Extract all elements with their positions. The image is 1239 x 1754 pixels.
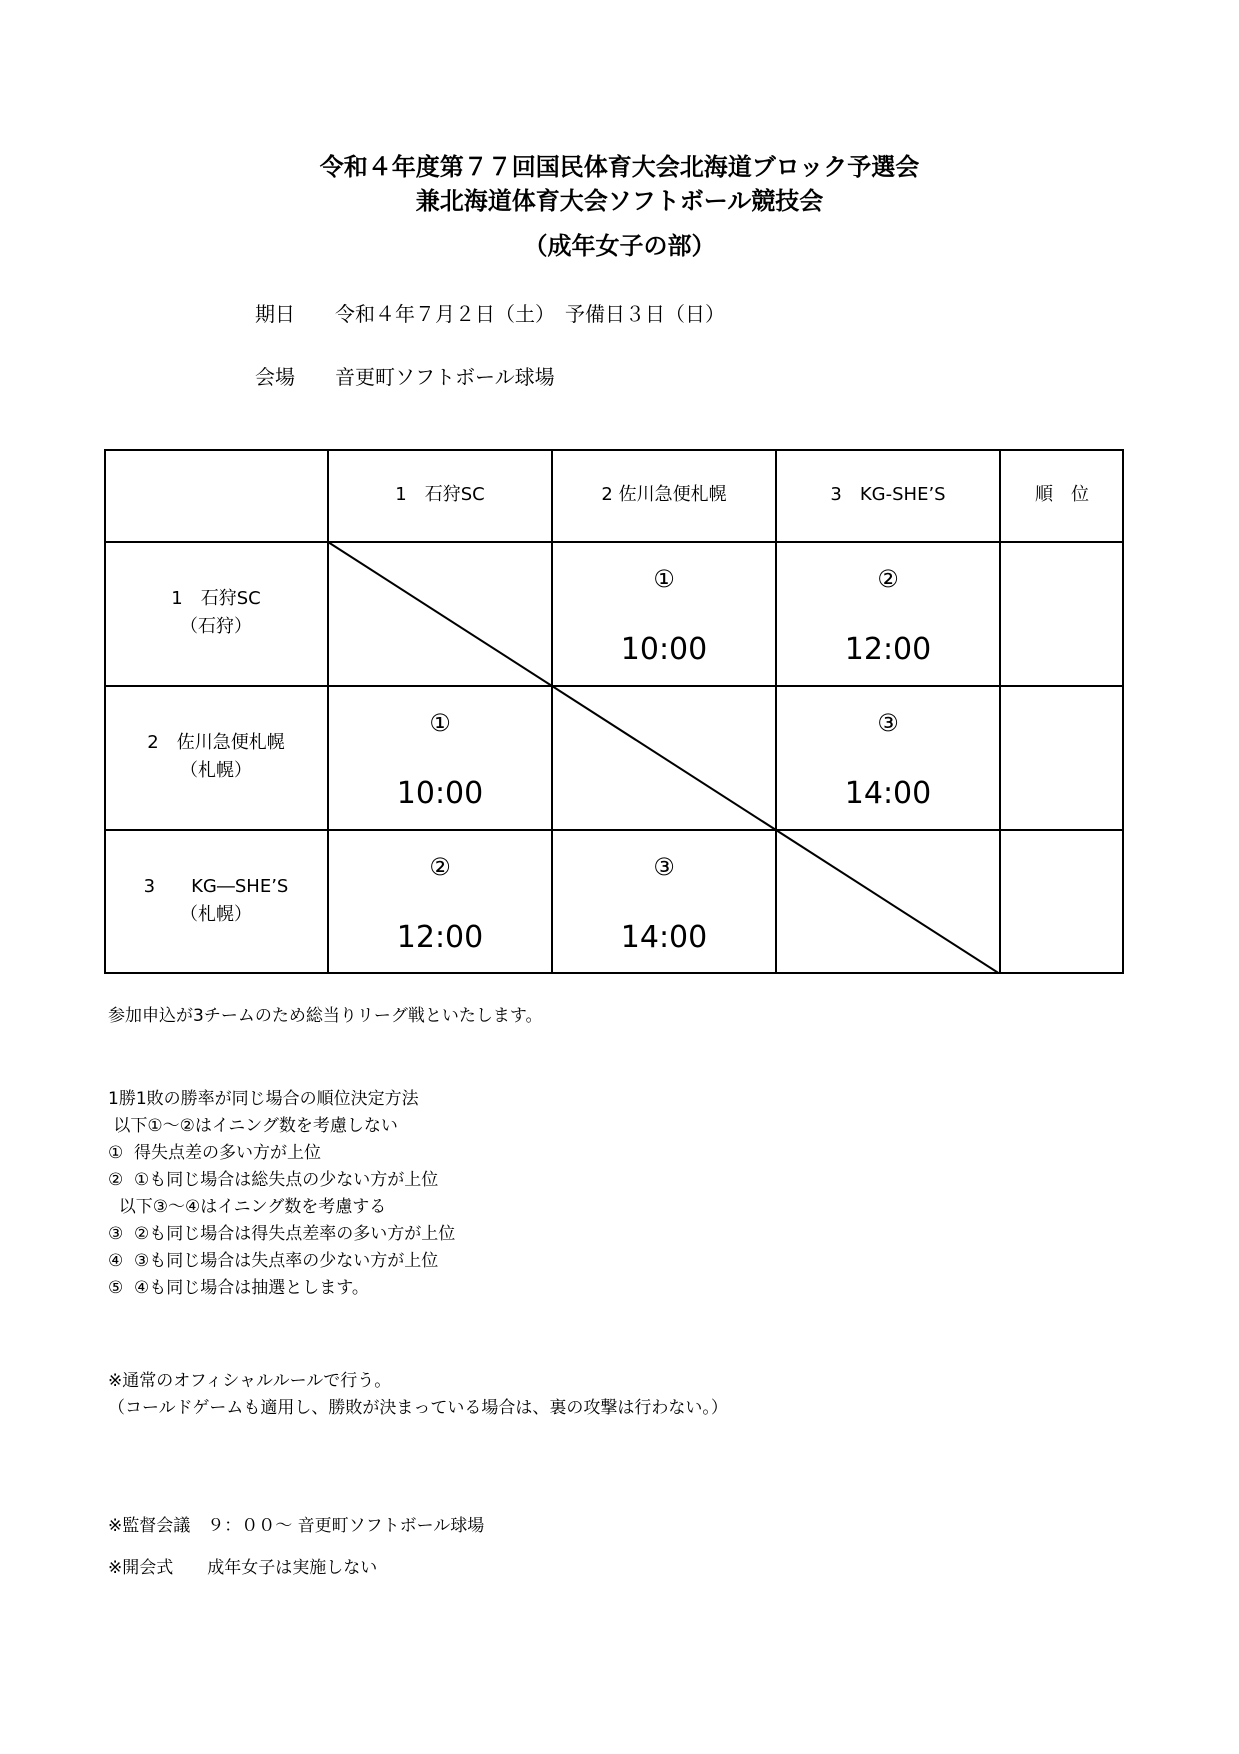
- match-number: ①: [429, 709, 451, 737]
- rules-line: ※通常のオフィシャルルールで行う。: [108, 1371, 392, 1391]
- header-team-2: 2 佐川急便札幌: [601, 484, 727, 505]
- date-row: [255, 300, 725, 328]
- meeting-note: [108, 1513, 484, 1540]
- row-label-region: （札幌）: [180, 904, 252, 925]
- match-time: 12:00: [396, 920, 484, 955]
- match-time: 14:00: [620, 920, 708, 955]
- header-rank: 順 位: [1035, 484, 1089, 505]
- tiebreak-line: 以下③～④はイニング数を考慮する: [108, 1197, 387, 1217]
- meeting-line: ※監督会議 ９：００～ 音更町ソフトボール球場: [108, 1516, 485, 1536]
- header-team-3: 3 KG-SHE’S: [830, 484, 946, 505]
- row-label-name: 1 石狩SC: [171, 588, 261, 609]
- tiebreak-line: ⑤ ④も同じ場合は抽選とします。: [108, 1278, 369, 1298]
- venue-label: 会場: [255, 365, 295, 389]
- tiebreak-rules: [108, 1086, 455, 1302]
- row-label-region: （石狩）: [180, 616, 252, 637]
- league-table: [104, 449, 1124, 974]
- row-label-name: 3 KG―SHE’S: [143, 876, 289, 897]
- header-team-1: 1 石狩SC: [395, 484, 485, 505]
- ceremony-note: [108, 1555, 377, 1582]
- match-number: ②: [877, 565, 899, 593]
- match-time: 10:00: [620, 632, 708, 667]
- row-label-name: 2 佐川急便札幌: [147, 732, 285, 753]
- venue-row: [255, 363, 555, 391]
- diagonal-line: [328, 542, 1000, 974]
- league-note-text: 参加申込が3チームのため総当りリーグ戦といたします。: [108, 1006, 543, 1026]
- ceremony-line: ※開会式 成年女子は実施しない: [108, 1558, 378, 1578]
- title-line-2: 兼北海道体育大会ソフトボール競技会: [415, 187, 824, 215]
- match-number: ②: [429, 853, 451, 881]
- tiebreak-line: ② ①も同じ場合は総失点の少ない方が上位: [108, 1170, 439, 1190]
- title-line-1: 令和４年度第７７回国民体育大会北海道ブロック予選会: [319, 153, 920, 181]
- league-note: [108, 1003, 542, 1030]
- match-number: ③: [877, 709, 899, 737]
- official-rules-note: [108, 1368, 728, 1422]
- tiebreak-line: ③ ②も同じ場合は得失点差率の多い方が上位: [108, 1224, 456, 1244]
- match-number: ①: [653, 565, 675, 593]
- match-time: 12:00: [844, 632, 932, 667]
- row-label-team-2: [104, 729, 328, 785]
- venue-value: 音更町ソフトボール球場: [335, 365, 555, 389]
- tiebreak-line: ④ ③も同じ場合は失点率の少ない方が上位: [108, 1251, 439, 1271]
- match-time: 14:00: [844, 776, 932, 811]
- date-label: 期日: [255, 302, 295, 326]
- row-label-team-1: [104, 585, 328, 641]
- title-line-3: （成年女子の部）: [523, 232, 716, 260]
- row-label-region: （札幌）: [180, 760, 252, 781]
- match-time: 10:00: [396, 776, 484, 811]
- tiebreak-line: 以下①～②はイニング数を考慮しない: [108, 1116, 398, 1136]
- tiebreak-line: ① 得失点差の多い方が上位: [108, 1143, 322, 1163]
- date-value: 令和４年７月２日（土） 予備日３日（日）: [335, 302, 725, 326]
- tiebreak-line: 1勝1敗の勝率が同じ場合の順位決定方法: [108, 1089, 419, 1109]
- row-label-team-3: [104, 873, 328, 929]
- match-number: ③: [653, 853, 675, 881]
- rules-line: （コールドゲームも適用し、勝敗が決まっている場合は、裏の攻撃は行わない。）: [108, 1398, 728, 1418]
